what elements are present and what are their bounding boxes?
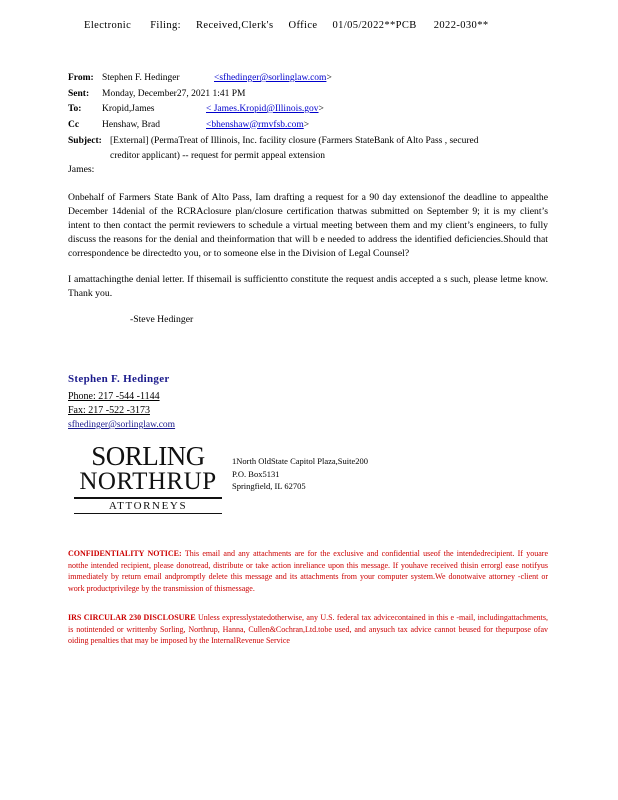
confidentiality-notice [68,548,548,594]
cc-email-close: > [303,119,310,130]
stamp-electronic: Electronic [84,20,132,31]
signature-phone: Phone: 217 -544 -1144 [68,391,160,402]
to-email-link[interactable]: < James.Kropid@Illinois.gov [206,104,319,114]
cc-email-link[interactable]: <bhenshaw@rmvfsb.com [206,119,304,130]
logo-line-attorneys: ATTORNEYS [108,500,188,512]
sent-label: Sent: [68,88,90,99]
stamp-case-number: 2022-030** [433,20,489,31]
to-label: To: [68,104,82,114]
subject-line-1: [External] (PermaTreat of Illinois, Inc. facility closure (Farmers StateBank of Alto Pass , secured [110,136,479,146]
body-signoff: -Steve Hedinger [130,314,194,325]
logo-bottom-rule [74,513,222,514]
firm-logo [68,443,228,514]
header-row-to [68,103,548,117]
firm-address [232,455,368,493]
address-line-3: Springfield, IL 62705 [232,481,306,491]
address-line-2: P.O. Box5131 [232,468,280,479]
logo-line-northrup: NORTHRUP [79,468,217,495]
email-body [68,163,548,327]
confidentiality-title: CONFIDENTIALITY NOTICE: [68,549,182,558]
confidentiality-text: This email and any attachments are for the exclusive and confidential useof the intendedrecipient. If youare notthe intended recipient, please donotread, distribute or take action inreliance upon this message. If youhave received thisin errorgl ease notifyus immediately by return email andpromptly delete this message and its attachments from your computer system.We donotwaive attorney -client or work productprivilege by the transmission of thismessage. [68,549,549,593]
header-row-cc [68,119,548,133]
electronic-filing-stamp [84,20,554,31]
header-row-subject [68,134,546,163]
cc-label: Cc [68,119,80,130]
irs-circular-disclosure [68,612,548,647]
from-name: Stephen F. Hedinger [102,73,180,83]
body-paragraph-2: I amattachingthe denial letter. If thisemail is sufficientto constitute the request andis accepted a s such, please letme know. Thank you. [68,274,548,299]
header-row-from [68,72,548,86]
from-email-link[interactable]: <sfhedinger@sorlinglaw.com [214,73,327,83]
stamp-date: 01/05/2022**PCB [332,20,417,31]
email-header [68,72,548,165]
cc-name: Henshaw, Brad [102,119,160,130]
to-email-close: > [318,104,324,114]
logo-divider-rule [74,497,222,499]
body-salutation: James: [68,164,95,175]
sent-value: Monday, December27, 2021 1:41 PM [102,88,246,99]
signature-email-link[interactable]: sfhedinger@sorlinglaw.com [68,420,176,430]
header-row-sent [68,88,548,102]
signature-block [68,372,368,432]
from-email-close: > [326,73,332,83]
signature-name: Stephen F. Hedinger [68,373,170,385]
irs-disclosure-title: IRS CIRCULAR 230 DISCLOSURE [68,613,196,622]
stamp-received: Received,Clerk's [196,20,274,31]
logo-line-sorling: SORLING [91,441,205,471]
legal-disclaimers [68,548,548,665]
to-name: Kropid,James [102,104,155,114]
stamp-office: Office [288,20,318,31]
irs-disclosure-text: Unless expresslystatedotherwise, any U.S. federal tax advicecontained in this e -mail, includingattachments, is notintended or writtenby Sorling, Northrup, Hanna, Cullen&Cochran,Ltd.tobe used, and anysuch tax advice cannot beused for thepurpose ofav oiding penalties that may be imposed by the InternalRevenue Service [68,613,549,645]
stamp-filing: Filing: [150,20,181,31]
address-line-1: 1North OldState Capitol Plaza,Suite200 [232,456,368,466]
body-paragraph-1: Onbehalf of Farmers State Bank of Alto Pass, Iam drafting a request for a 90 day extensionof the deadline to appealthe December 14denial of the RCRAclosure plan/closure certification thatwas submitted on September 9; it is my client’s intent to then contact the permit reviewers to schedule a virtual meeting between them and my client’s engineers, to fully discuss the reasons for the denial and theinformation that will b e needed to address the identified deficiencies.Should that correspondence be directedto you, or to someone else in the Division of Legal Counsel? [68,192,548,259]
subject-label: Subject: [68,136,102,146]
from-label: From: [68,73,94,83]
subject-line-2: creditor applicant) -- request for permit appeal extension [110,151,325,161]
signature-fax: Fax: 217 -522 -3173 [68,405,150,416]
